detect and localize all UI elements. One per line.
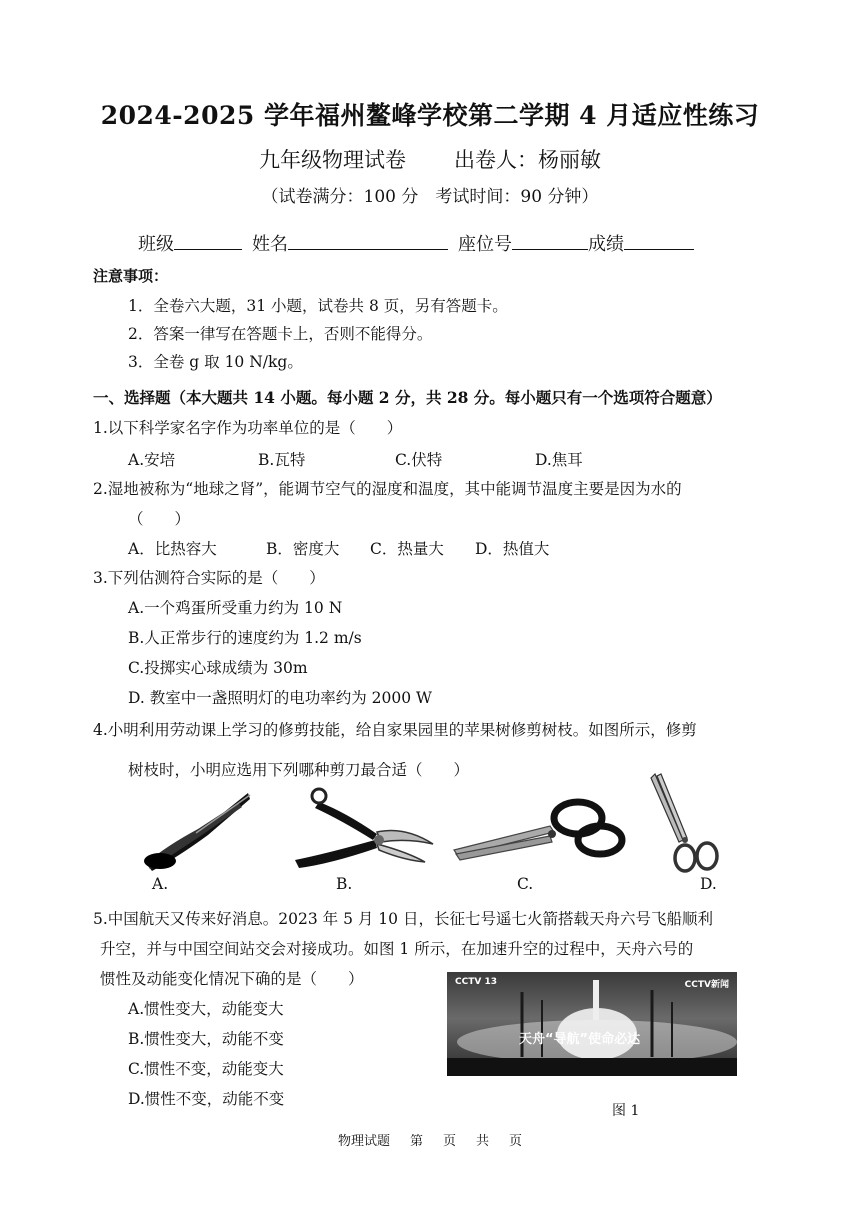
exam-subtitle	[0, 144, 860, 174]
q5-option-c: C.惯性不变，动能变大	[128, 1060, 284, 1078]
q1-option-d: D.焦耳	[535, 451, 583, 469]
q1-option-c: C.伏特	[395, 451, 443, 469]
channel-logo-left: CCTV 13	[455, 977, 497, 987]
question-2-stem-cont: （ ）	[128, 510, 191, 528]
q3-option-b: B.人正常步行的速度约为 1.2 m/s	[128, 629, 362, 647]
q3-option-c: C.投掷实心球成绩为 30m	[128, 659, 308, 677]
student-info-fields	[138, 230, 704, 256]
footer-total-prefix: 共	[476, 1134, 490, 1149]
question-4-stem-cont: 树枝时，小明应选用下列哪种剪刀最合适（ ）	[128, 761, 470, 779]
exam-meta: （试卷满分：100 分 考试时间：90 分钟）	[261, 187, 599, 207]
q2-option-b: B．密度大	[266, 540, 340, 558]
q2-option-a: A．比热容大	[128, 540, 217, 558]
kitchen-scissors-icon	[450, 790, 630, 865]
q5-option-a: A.惯性变大，动能变大	[128, 1000, 284, 1018]
note-item: 1．全卷六大题，31 小题，试卷共 8 页，另有答题卡。	[128, 297, 508, 315]
note-item: 3．全卷 g 取 10 N/kg。	[128, 353, 303, 371]
section-heading: 一、选择题（本大题共 14 小题。每小题 2 分，共 28 分。每小题只有一个选项符合题意）	[93, 388, 722, 407]
question-5-stem: 5.中国航天又传来好消息。2023 年 5 月 10 日，长征七号遥七火箭搭载天舟六号飞船顺利	[93, 910, 713, 928]
exam-name: 九年级物理试卷	[259, 148, 406, 172]
score-blank[interactable]	[624, 231, 694, 250]
footer-page-mid: 页	[442, 1134, 456, 1149]
question-1-stem: 1.以下科学家名字作为功率单位的是（ ）	[93, 419, 403, 437]
q4-option-d: D.	[700, 875, 717, 893]
question-2-stem: 2.湿地被称为“地球之肾”，能调节空气的湿度和温度，其中能调节温度主要是因为水的	[93, 480, 682, 498]
question-4-stem: 4.小明利用劳动课上学习的修剪技能，给自家果园里的苹果树修剪树枝。如图所示，修剪	[93, 721, 697, 739]
seat-label: 座位号	[458, 234, 512, 255]
channel-logo-right: CCTV新闻	[684, 980, 729, 990]
page-title: 2024-2025 学年福州鳌峰学校第二学期 4 月适应性练习	[100, 101, 760, 130]
tailor-scissors-icon	[645, 770, 725, 880]
class-label: 班级	[138, 234, 174, 255]
name-label: 姓名	[252, 234, 288, 255]
question-5-stem-cont2: 惯性及动能变化情况下确的是（ ）	[100, 970, 364, 988]
q4-option-a: A.	[152, 875, 169, 893]
q3-option-a: A.一个鸡蛋所受重力约为 10 N	[128, 599, 343, 617]
q2-option-c: C．热量大	[370, 540, 444, 558]
question-5-stem-cont: 升空，并与中国空间站交会对接成功。如图 1 所示，在加速升空的过程中，天舟六号的	[100, 940, 694, 958]
seat-blank[interactable]	[512, 231, 588, 250]
score-label: 成绩	[588, 234, 624, 255]
q5-option-b: B.惯性变大，动能不变	[128, 1030, 284, 1048]
class-blank[interactable]	[174, 231, 242, 250]
exam-author: 出卷人：杨丽敏	[454, 148, 601, 172]
pruning-shears-icon	[285, 782, 440, 872]
q4-option-b: B.	[336, 875, 353, 893]
figure-1-caption: 图 1	[612, 1103, 640, 1119]
footer-total-suffix: 页	[509, 1134, 523, 1149]
footer-subject: 物理试题	[337, 1134, 390, 1149]
q3-option-d: D. 教室中一盏照明灯的电功率约为 2000 W	[128, 689, 432, 707]
page-footer	[0, 1130, 860, 1149]
question-3-stem: 3.下列估测符合实际的是（ ）	[93, 569, 325, 587]
photo-overlay-text: 天舟“导航”使命必达	[519, 1032, 641, 1047]
q2-option-d: D．热值大	[475, 540, 550, 558]
name-blank[interactable]	[288, 231, 448, 250]
note-item: 2．答案一律写在答题卡上，否则不能得分。	[128, 325, 433, 343]
q1-option-a: A.安培	[128, 451, 176, 469]
notes-heading: 注意事项：	[93, 267, 169, 285]
q4-option-c: C.	[517, 875, 534, 893]
footer-page-prefix: 第	[409, 1134, 423, 1149]
q5-option-d: D.惯性不变，动能不变	[128, 1090, 285, 1108]
q1-option-b: B.瓦特	[258, 451, 306, 469]
rocket-launch-photo	[447, 972, 737, 1076]
thread-snips-icon	[138, 785, 258, 875]
